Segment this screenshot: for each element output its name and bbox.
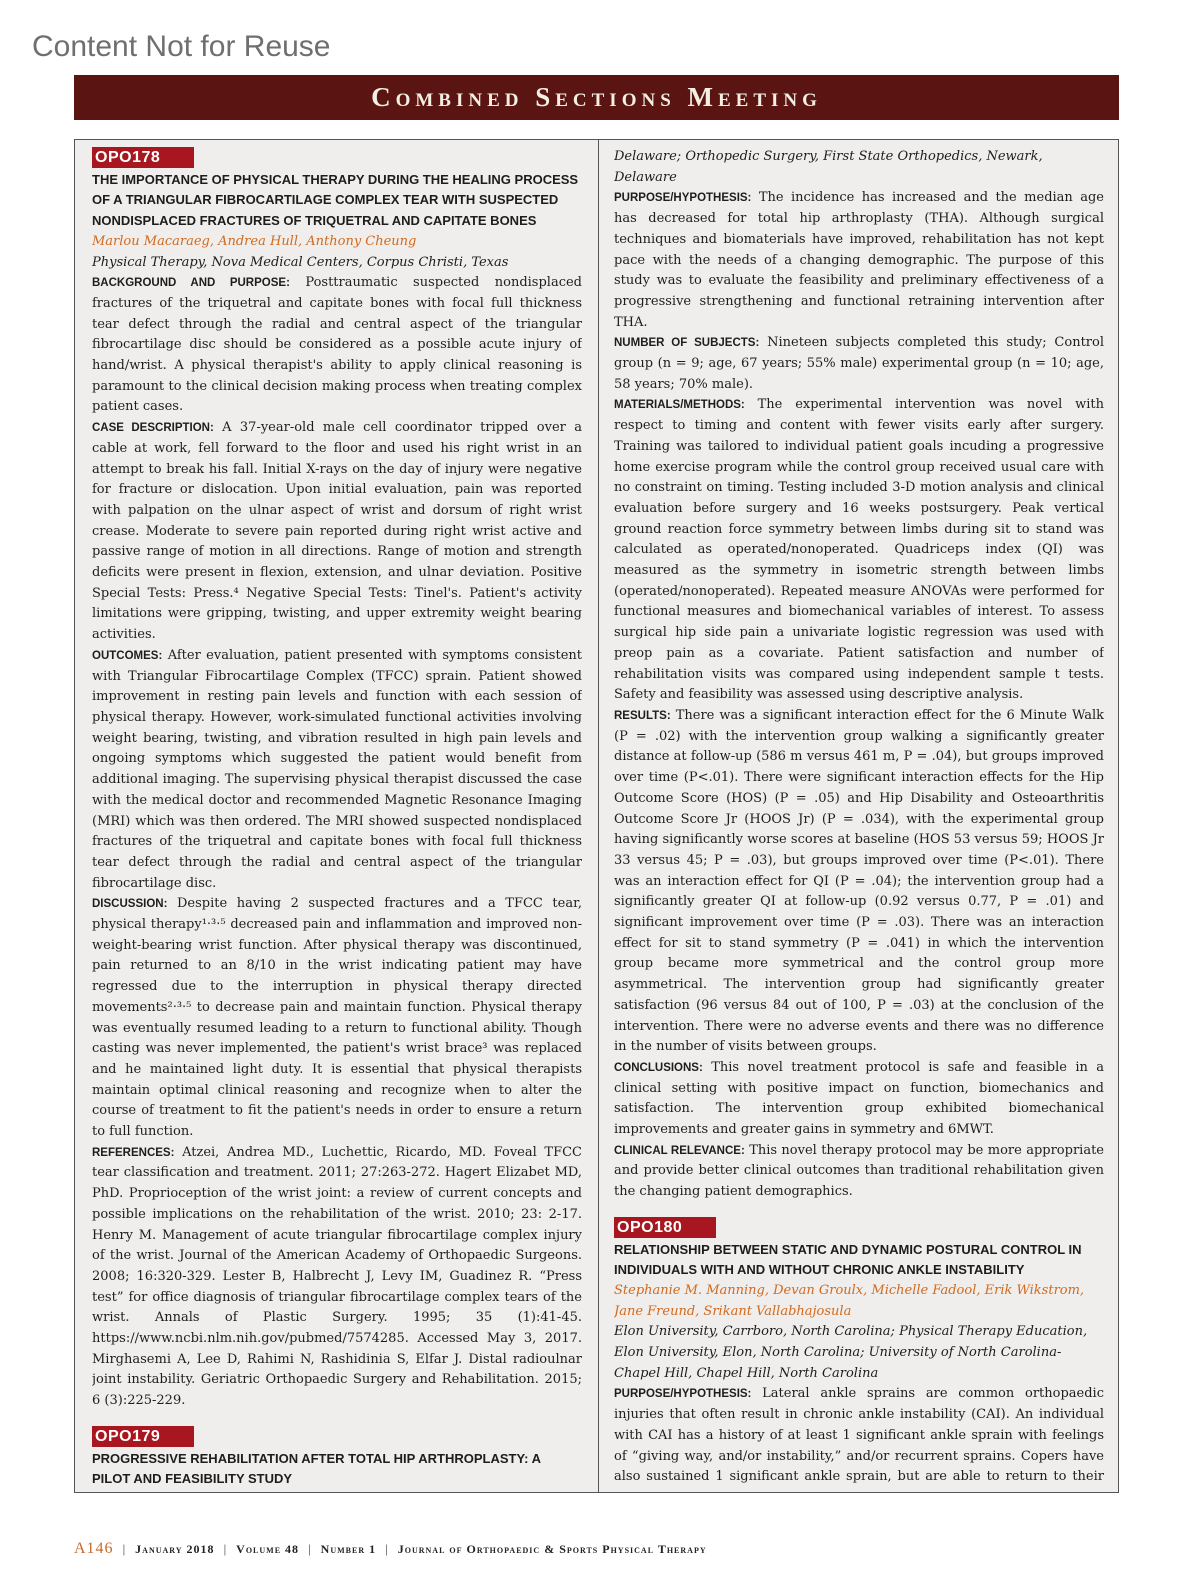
purpose-paragraph	[614, 188, 1104, 333]
section-heading: CONCLUSIONS:	[614, 1061, 703, 1074]
results-paragraph	[614, 706, 1104, 1058]
section-heading: OUTCOMES:	[92, 649, 163, 662]
case-paragraph	[92, 418, 582, 646]
abstract-tag: OPO178	[92, 147, 194, 168]
section-text: This novel treatment protocol is safe and feasible in a clinical setting with positive impact on function, biomechanics and satisfaction. The intervention group exhibited biomechanical improvements and greater gains in symmetry and 6MWT.	[614, 1059, 1104, 1138]
background-paragraph	[92, 273, 582, 418]
section-heading: MATERIALS/METHODS:	[614, 399, 745, 412]
abstract-tag: OPO180	[614, 1217, 716, 1238]
section-heading: PURPOSE/HYPOTHESIS:	[614, 1388, 752, 1401]
footer-number: Number 1	[320, 1542, 377, 1556]
references-paragraph	[92, 1143, 582, 1412]
section-text: The experimental intervention was novel with respect to timing and content with fewer visits early after surgery. Training was tailored to individual patient goals incuding a progressive home exercise program while the control group received usual care with no constraint on timing. Testing included 3-D motion analysis and clinical evaluation before surgery and 16 weeks postsurgery. Peak vertical ground reaction force symmetry between limbs during sit to stand was calculated as operated/nonoperated. Quadriceps index (QI) was measured as the symmetry in isometric strength between limbs (operated/nonoperated). Repeated measure ANOVAs were performed for functional measures and biomechanical variables of interest. To assess surgical hip side pain a univariate logistic regression was used with preop pain as a covariate. Patient satisfaction and number of rehabilitation visits was compared using independent sample t tests. Safety and feasibility was assessed using descriptive analysis.	[614, 397, 1104, 703]
abstract-title: PROGRESSIVE REHABILITATION AFTER TOTAL HIP ARTHROPLASTY: A PILOT AND FEASIBILITY STUDY	[92, 1450, 541, 1483]
relevance-paragraph	[614, 1141, 1104, 1203]
page-number: A146	[74, 1540, 114, 1557]
methods-paragraph	[614, 395, 1104, 706]
section-text: This novel therapy protocol may be more appropriate and provide better clinical outcomes than traditional rehabilitation given the changing patient demographics.	[614, 1142, 1104, 1200]
section-heading: NUMBER OF SUBJECTS:	[614, 337, 760, 350]
section-heading: CLINICAL RELEVANCE:	[614, 1144, 745, 1157]
abstract-op179	[92, 1426, 582, 1483]
section-heading: REFERENCES:	[92, 1146, 175, 1159]
section-text: After evaluation, patient presented with symptoms consistent with Triangular Fibrocartilage Complex (TFCC) sprain. Patient showed improvement in resting pain levels and function with each session of physical therapy. However, work-simulated functional activities involving weight bearing, twisting, and vibration resulted in high pain levels and ongoing symptoms which suggested the patient would benefit from additional imaging. The supervising physical therapist discussed the case with the medical doctor and recommended Magnetic Resonance Imaging (MRI) which was then ordered. The MRI showed suspected nondisplaced fractures of the triquetral and capitate bones with focal full thickness tear defect through the radial and central aspect of the triangular fibrocartilage disc.	[92, 647, 582, 891]
abstract-op178	[92, 147, 582, 1412]
footer-journal: Journal of Orthopaedic & Sports Physical Therapy	[397, 1542, 707, 1556]
conclusions-paragraph	[614, 1058, 1104, 1141]
section-banner	[74, 75, 1119, 120]
abstract-title: THE IMPORTANCE OF PHYSICAL THERAPY DURING THE HEALING PROCESS OF A TRIANGULAR FIBROCARTILAGE COMPLEX TEAR WITH SUSPECTED NONDISPLACED FRACTURES OF TRIQUETRAL AND CAPITATE BONES	[92, 171, 579, 229]
abstract-authors: Marlou Macaraeg, Andrea Hull, Anthony Cheung	[92, 233, 417, 249]
section-text: The incidence has increased and the median age has decreased for total hip arthroplasty (THA). Although surgical techniques and biomaterials have improved, rehabilitation has not kept pace with the needs of a changing demographic. The purpose of this study was to evaluate the feasibility and preliminary effectiveness of a progressive strengthening and functional retraining intervention after THA.	[614, 190, 1104, 330]
section-text: A 37-year-old male cell coordinator tripped over a cable at work, fell forward to the floor and used his right wrist in an attempt to break his fall. Initial X-rays on the day of injury were negative for fracture or dislocation. Upon initial evaluation, pain was reported with palpation on the ulnar aspect of wrist and dorsum of right wrist crease. Moderate to severe pain reported during right wrist active and passive range of motion in all directions. Range of motion and strength deficits were present in flexion, extension, and ulnar deviation. Positive Special Tests: Press.⁴ Negative Special Tests: Tinel's. Patient's activity limitations were gripping, twisting, and upper extremity weight bearing activities.	[92, 420, 582, 643]
section-text: Lateral ankle sprains are common orthopaedic injuries that often result in chronic ankle instability (CAI). An individual with CAI has a history of at least 1 significant ankle sprain with feelings of “giving way, and/or instability,” and/or recurrent sprains. Copers have also sustained 1 significant ankle sprain, but are able to return to their	[614, 1386, 1104, 1483]
section-text: Posttraumatic suspected nondisplaced fractures of the triquetral and capitate bones with focal full thickness tear defect through the radial and central aspect of the triangular fibrocartilage disc should be considered as a possible acute injury of hand/wrist. A physical therapist's ability to apply clinical reasoning is paramount to the clinical decision making process when treating complex patient cases.	[92, 275, 582, 415]
abstract-affiliation: Physical Therapy, Nova Medical Centers, Corpus Christi, Texas	[92, 254, 509, 270]
section-heading: PURPOSE/HYPOTHESIS:	[614, 192, 752, 205]
page-footer: A146 | January 2018 | Volume 48 | Number 1 | Journal of Orthopaedic & Sports Physical Therapy	[74, 1540, 707, 1557]
affiliation-continued: Delaware; Orthopedic Surgery, First State Orthopedics, Newark, Delaware	[614, 149, 1043, 185]
abstract-tag: OPO179	[92, 1426, 194, 1447]
abstract-title: RELATIONSHIP BETWEEN STATIC AND DYNAMIC POSTURAL CONTROL IN INDIVIDUALS WITH AND WITHOUT CHRONIC ANKLE INSTABILITY	[614, 1241, 1082, 1278]
section-heading: CASE DESCRIPTION:	[92, 422, 214, 435]
watermark-text: Content Not for Reuse	[32, 30, 331, 63]
abstract-op180	[614, 1217, 1104, 1483]
abstract-affiliation: Elon University, Carrboro, North Carolina; Physical Therapy Education, Elon University, Elon, North Carolina; University of North Carolina-Chapel Hill, Chapel Hill, North Carolina	[614, 1324, 1088, 1381]
subjects-paragraph	[614, 333, 1104, 395]
column-divider	[598, 139, 599, 1493]
section-heading: BACKGROUND AND PURPOSE:	[92, 277, 290, 290]
outcomes-paragraph	[92, 646, 582, 894]
banner-title: Combined Sections Meeting	[371, 82, 822, 112]
right-column	[614, 147, 1104, 1483]
section-text: Nineteen subjects completed this study; Control group (n = 9; age, 67 years; 55% male) experimental group (n = 10; age, 58 years; 70% male).	[614, 335, 1104, 392]
discussion-paragraph	[92, 894, 582, 1142]
section-heading: DISCUSSION:	[92, 898, 168, 911]
purpose-paragraph	[614, 1384, 1104, 1483]
footer-volume: Volume 48	[236, 1542, 300, 1556]
left-column	[92, 147, 582, 1483]
footer-date: January 2018	[135, 1542, 215, 1556]
abstract-authors: Stephanie M. Manning, Devan Groulx, Michelle Fadool, Erik Wikstrom, Jane Freund, Srikant Vallabhajosula	[614, 1282, 1085, 1319]
section-text: There was a significant interaction effect for the 6 Minute Walk (P = .02) with the intervention group walking a significantly greater distance at follow-up (586 m versus 461 m, P = .04), but groups improved over time (P<.01). There were significant interaction effects for the Hip Outcome Score (HOS) (P = .05) and Hip Disability and Osteoarthritis Outcome Score Jr (HOOS Jr) (P = .034), with the experimental group having significantly worse scores at baseline (HOS 53 versus 59; HOOS Jr 33 versus 45; P = .03), but groups improved over time (P<.01). There was an interaction effect for QI (P = .04); the intervention group had a significantly greater QI at follow-up (0.92 versus 0.77, P = .01) and significant improvement over time (P = .03). There was an interaction effect for sit to stand symmetry (P = .041) in which the intervention group became more symmetrical and the control group more asymmetrical. The intervention group had significantly greater satisfaction (96 versus 84 out of 100, P = .03) at the conclusion of the intervention. There were no adverse events and there was no difference in the number of visits between groups.	[614, 707, 1104, 1055]
section-text: Despite having 2 suspected fractures and a TFCC tear, physical therapy¹‧³‧⁵ decreased pain and inflammation and improved non-weight-bearing wrist function. After physical therapy was discontinued, pain returned to an 8/10 in the wrist indicating patient may have regressed due to the interruption in physical therapy directed movements²‧³‧⁵ to decrease pain and maintain function. Physical therapy was eventually resumed leading to a return to functional ability. Though casting was never implemented, the patient's wrist brace³ was replaced and he maintained light duty. It is essential that physical therapists maintain optimal clinical reasoning and recognize when to alter the course of treatment to fit the patient's needs in order to ensure a return to full function.	[92, 896, 582, 1140]
section-text: Atzei, Andrea MD., Luchettic, Ricardo, MD. Foveal TFCC tear classification and treatment. 2011; 27:263-272. Hagert Elizabet MD, PhD. Proprioception of the wrist joint: a review of current concepts and possible implications on the rehabilitation of the wrist. 2010; 23: 2-17. Henry M. Management of acute triangular fibrocartilage complex injury of the wrist. Journal of the American Academy of Orthopaedic Surgeons. 2008; 16:320-329. Lester B, Halbrecht J, Levy IM, Guadinez R. “Press test” for office diagnosis of triangular fibrocartilage complex tears of the wrist. Annals of Plastic Surgery. 1995; 35 (1):41-45. https://www.ncbi.nlm.nih.gov/pubmed/7574285. Accessed May 3, 2017. Mirghasemi A, Lee D, Rahimi N, Rashidinia S, Elfar J. Distal radioulnar joint instability. Geriatric Orthopaedic Surgery and Rehabilitation. 2015; 6 (3):225-229.	[92, 1144, 582, 1409]
section-heading: RESULTS:	[614, 709, 671, 722]
